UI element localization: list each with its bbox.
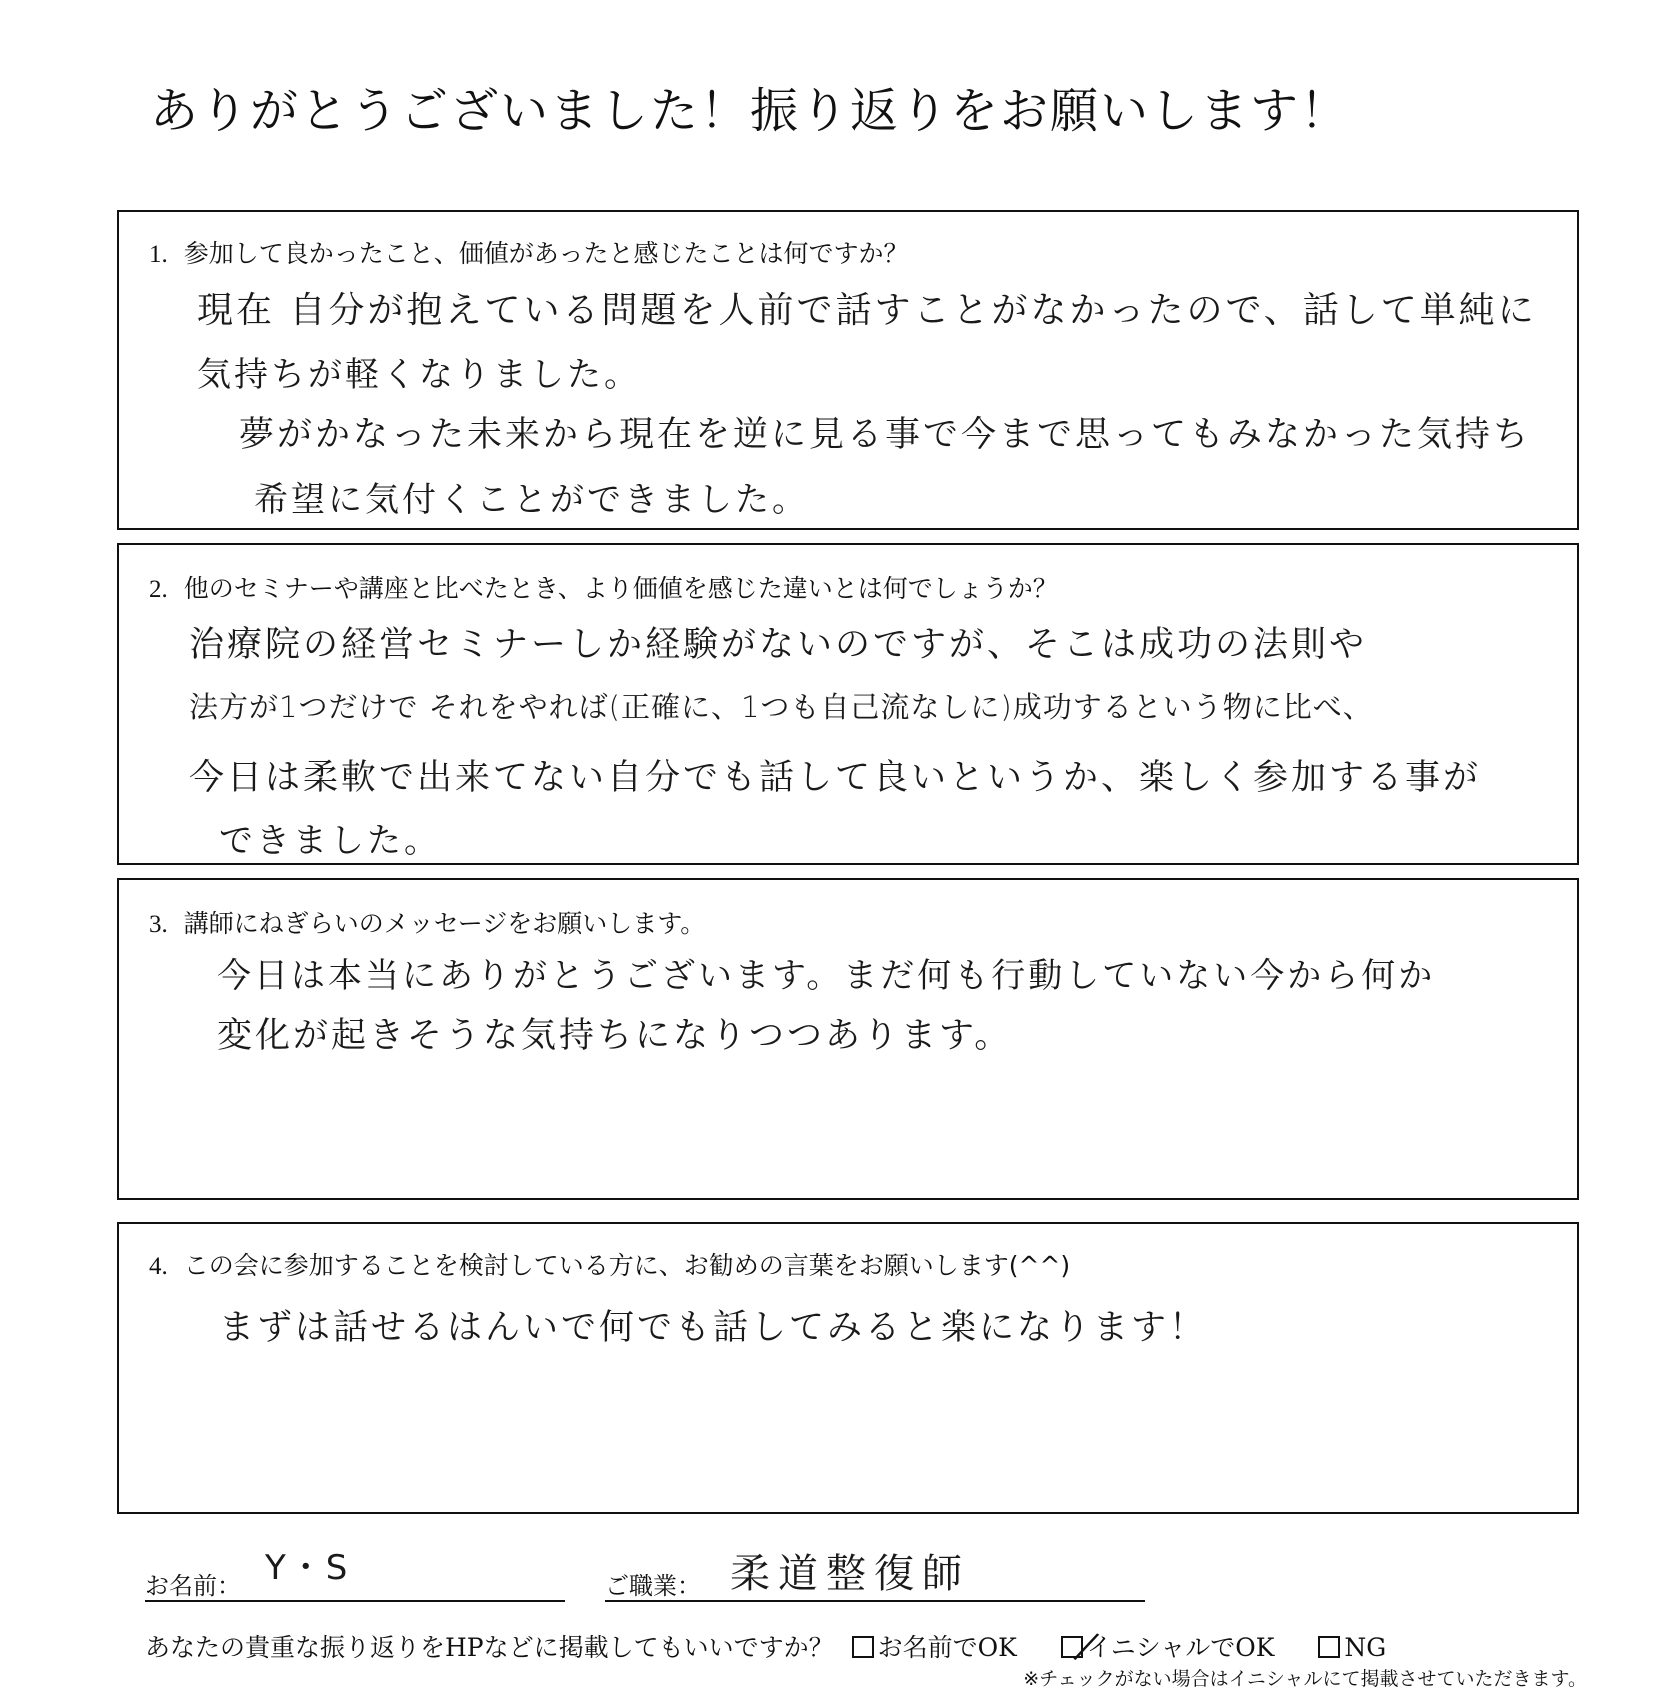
consent-question: あなたの貴重な振り返りをHPなどに掲載してもいいですか？ [145,1633,834,1662]
occupation-value: 柔道整復師 [730,1551,970,1597]
occupation-underline [605,1600,1145,1602]
answer-line: 今日は柔軟で出来てない自分でも話して良いというか、楽しく参加する事が [189,758,1482,798]
answer-line: 治療院の経営セミナーしか経験がないのですが、そこは成功の法則や [189,625,1368,665]
answer-line: 夢がかなった未来から現在を逆に見る事で今まで思ってもみなかった気持ち [239,415,1532,455]
question-4 [149,1246,1070,1282]
checkbox-ng[interactable] [1318,1636,1340,1658]
answer-line: 希望に気付くことができました。 [254,480,809,520]
name-value: Y・S [265,1548,351,1588]
question-box-1 [117,210,1579,530]
question-text: 他のセミナーや講座と比べたとき、より価値を感じた違いとは何でしょうか？ [183,574,1058,603]
occupation-label: ご職業： [605,1572,701,1600]
question-box-2 [117,543,1579,865]
question-text: 講師にねぎらいのメッセージをお願いします。 [183,909,706,938]
question-text: この会に参加することを検討している方に、お勧めの言葉をお願いします(^^) [183,1251,1071,1280]
answer-line: 気持ちが軽くなりました。 [197,355,641,395]
answer-line: 法方が1つだけで それをやれば(正確に、1つも自己流なしに)成功するという物に比べ、 [189,690,1373,724]
consent-row [145,1628,1386,1664]
name-underline [145,1600,565,1602]
question-3 [149,904,705,940]
page-title: ありがとうございました！振り返りをお願いします！ [150,83,1351,139]
question-1 [149,234,909,270]
question-box-3 [117,878,1579,1200]
checkbox-initial-ok[interactable] [1061,1636,1083,1658]
checkbox-name-ok[interactable] [852,1636,874,1658]
question-2 [149,569,1058,605]
question-number: 1. [149,241,168,268]
answer-line: できました。 [219,821,441,861]
question-text: 参加して良かったこと、価値があったと感じたことは何ですか？ [183,239,909,268]
answer-line: 今日は本当にありがとうございます。まだ何も行動していない今から何か [217,956,1436,996]
name-label: お名前： [145,1572,241,1600]
question-number: 4. [149,1253,168,1280]
question-number: 3. [149,911,168,938]
consent-note: ※チェックがない場合はイニシャルにて掲載させていただきます。 [1023,1668,1587,1690]
answer-line: 変化が起きそうな気持ちになりつつあります。 [217,1016,1013,1056]
question-box-4 [117,1222,1579,1514]
answer-line: まずは話せるはんいで何でも話してみると楽になります！ [219,1308,1208,1348]
answer-line: 現在 自分が抱えている問題を人前で話すことがなかったので、話して単純に [197,290,1537,331]
question-number: 2. [149,576,168,603]
option-label-name-ok: お名前でOK [877,1633,1017,1662]
option-label-initial-ok: イニシャルでOK [1086,1633,1275,1662]
option-label-ng: NG [1344,1633,1387,1662]
